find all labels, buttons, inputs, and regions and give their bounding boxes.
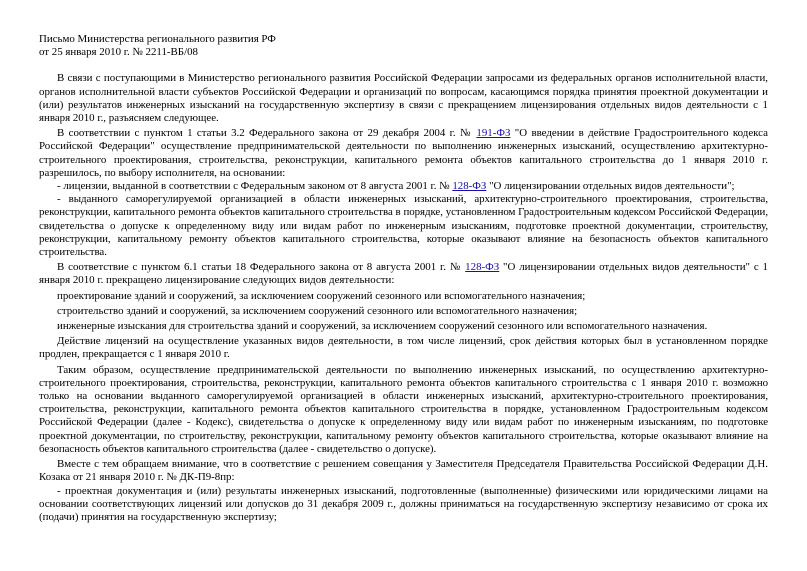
paragraph-text: - лицензии, выданной в соответствии с Федеральным законом от 8 августа 2001 г. № (57, 180, 450, 193)
paragraph-law-128 (39, 261, 768, 287)
paragraph-license-item (39, 180, 768, 193)
paragraph-text: "О введении в действие Градостроительного кодекса Российской Федерации" осуществление предпринимательской деятельности по выполнению инженерных изысканий, осуществлению архитектурно-строительного проектирования, строительства, реконструкции, капитального ремонта объектов капитального строительства до 1 января 2010 г. разрешилось, по выбору исполнителя, на основании: (39, 127, 768, 179)
paragraph-license-termination: Действие лицензий на осуществление указанных видов деятельности, в том числе лицензий, срок действия которых был в установленном порядке продлен, прекращается с 1 января 2010 г. (39, 335, 768, 361)
law-191-fz-link[interactable]: 191-ФЗ (476, 127, 511, 140)
letter-title: Письмо Министерства регионального развития РФ (39, 33, 276, 45)
paragraph-meeting-decision: Вместе с тем обращаем внимание, что в соответствие с решением совещания у Заместителя Председателя Правительства Российской Федерации Д.Н. Козака от 21 января 2010 г. № ДК-П9-8пр: (39, 458, 768, 484)
paragraph-sro-item: - выданного саморегулируемой организацией в области инженерных изысканий, архитектурно-строительного проектирования, строительства, реконструкции, капитального ремонта объектов капитального строительства в порядке, установленном Градостроительным кодексом Российской Федерации, свидетельства о допуске к определенному виду или видам работ по инженерным изысканиям, подготовке проектной документации, строительству, реконструкции, капитальному ремонту объектов капитального строительства, которые оказывают влияние на безопасность объектов капитального строительства. (39, 193, 768, 259)
header-spacer (39, 59, 768, 72)
paragraph-law-191 (39, 127, 768, 180)
paragraph-text: "О лицензировании отдельных видов деятельности" с 1 января 2010 г. прекращено лицензирование следующих видов деятельности: (39, 261, 768, 287)
paragraph-conclusion: Таким образом, осуществление предпринимательской деятельности по выполнению инженерных изысканий, по осуществлению архитектурно-строительного проектирования, строительства, реконструкции, капитального ремонта объектов капитального строительства с 1 января 2010 г. возможно только на основании выданного саморегулируемой организацией в области инженерных изысканий, архитектурно-строительного проектирования, строительства, реконструкции, капитального ремонта объектов капитального строительства в порядке, установленном Градостроительным кодексом Российской Федерации (далее - Кодекс), свидетельства о допуске к определенному виду или видам работ по инженерным изысканиям, по подготовке проектной документации, по строительству, реконструкции, капитальному ремонту объектов капитального строительства, которые оказывают влияние на безопасность объектов капитального строительства (далее - свидетельство о допуске). (39, 363, 768, 455)
law-128-fz-link[interactable]: 128-ФЗ (452, 180, 487, 193)
letter-date-number: от 25 января 2010 г. № 2211-ВБ/08 (39, 46, 198, 59)
list-item: строительство зданий и сооружений, за исключением сооружений сезонного или вспомогательного назначения; (57, 304, 578, 317)
paragraph-text: В соответствие с пунктом 6.1 статьи 18 Федерального закона от 8 августа 2001 г. № (57, 261, 462, 274)
list-item: инженерные изыскания для строительства зданий и сооружений, за исключением сооружений сезонного или вспомогательного назначения. (57, 320, 708, 333)
paragraph-text: "О лицензировании отдельных видов деятельности"; (489, 180, 735, 193)
paragraph-text: В соответствии с пунктом 1 статьи 3.2 Федерального закона от 29 декабря 2004 г. № (57, 127, 472, 140)
list-item: проектирование зданий и сооружений, за исключением сооружений сезонного или вспомогательного назначения; (57, 289, 586, 302)
paragraph-design-docs: - проектная документация и (или) результаты инженерных изысканий, подготовленные (выполненные) физическими или юридическими лицами на основании соответствующих лицензий или допусков до 31 декабря 2009 г., должны приниматься на государственную экспертизу независимо от срока их (подачи) принятия на государственную экспертизу; (39, 484, 768, 523)
paragraph-intro: В связи с поступающими в Министерство регионального развития Российской Федерации запросами из федеральных органов исполнительной власти, органов исполнительной власти субъектов Российской Федерации и организаций по вопросам, касающимся порядка принятия проектной документации и (или) результатов инженерных изысканий на государственную экспертизу в связи с прекращением лицензирования отдельных видов деятельности с 1 января 2010 г., разъясняем следующее. (39, 72, 768, 125)
law-128-fz-link[interactable]: 128-ФЗ (465, 261, 500, 274)
